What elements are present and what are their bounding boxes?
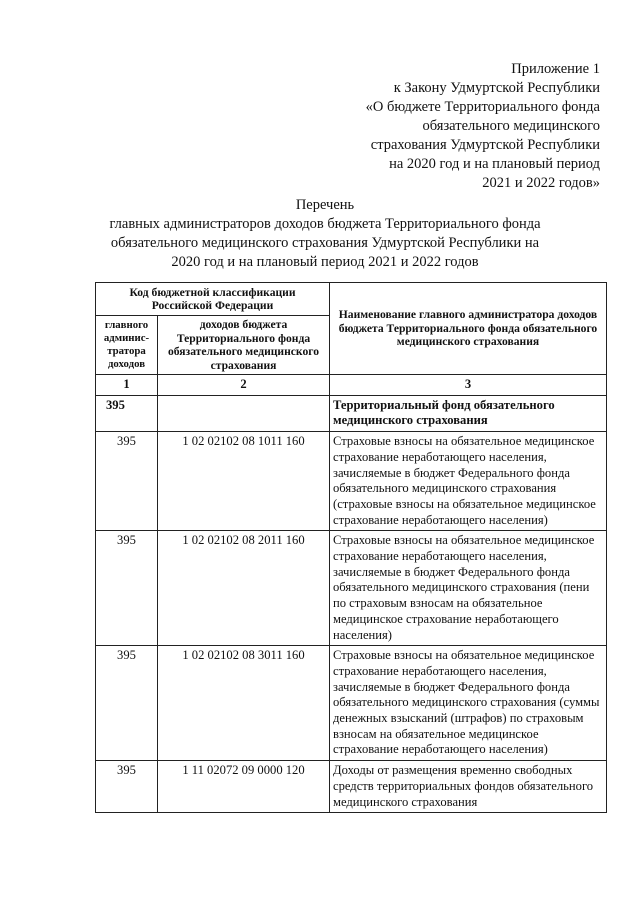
title-line: главных администраторов доходов бюджета Территориального фонда [109, 216, 541, 232]
column-number: 3 [330, 375, 607, 396]
cell-code: 1 11 02072 09 0000 120 [158, 761, 330, 813]
cell-code: 1 02 02102 08 1011 160 [158, 432, 330, 531]
cell-name: Доходы от размещения временно свободных средств территориальных фондов обязательного медицинского страхования [330, 761, 607, 813]
table-row [96, 531, 607, 646]
column-number: 2 [158, 375, 330, 396]
title-line: Перечень [295, 197, 355, 213]
column-number-row [96, 375, 607, 396]
cell-code: 1 02 02102 08 2011 160 [158, 531, 330, 646]
table-row [96, 432, 607, 531]
cell-admin: 395 [96, 395, 158, 431]
column-number: 1 [96, 375, 158, 396]
appendix-line: страхования Удмуртской Республики [370, 137, 600, 153]
cell-code [158, 395, 330, 431]
cell-admin: 395 [96, 432, 158, 531]
header-admin-code: главного админис-тратора доходов [96, 316, 158, 375]
header-budget-classification: Код бюджетной классификации Российской Федерации [96, 283, 330, 316]
cell-admin: 395 [96, 761, 158, 813]
appendix-line: обязательного медицинского [422, 118, 600, 134]
cell-name: Страховые взносы на обязательное медицинское страхование неработающего населения, зачисляемые в бюджет Федерального фонда обязательного медицинского страхования (суммы денежных взысканий (штрафов) по страховым взносам на обязательное медицинское страхование неработающего населения) [330, 646, 607, 761]
title-line: 2020 год и на плановый период 2021 и 2022 годов [171, 254, 479, 270]
appendix-header [300, 60, 600, 193]
cell-name: Территориальный фонд обязательного медицинского страхования [330, 395, 607, 431]
table-header-row [96, 283, 607, 316]
appendix-line: «О бюджете Территориального фонда [365, 99, 600, 115]
cell-name: Страховые взносы на обязательное медицинское страхование неработающего населения, зачисляемые в бюджет Федерального фонда обязательного медицинского страхования (пени по страховым взносам на обязательное медицинское страхование неработающего населения) [330, 531, 607, 646]
appendix-line: к Закону Удмуртской Республики [393, 80, 600, 96]
table-row [96, 395, 607, 431]
cell-admin: 395 [96, 646, 158, 761]
header-administrator-name: Наименование главного администратора доходов бюджета Территориального фонда обязательного медицинского страхования [330, 283, 607, 375]
document-title [60, 196, 590, 272]
table-row [96, 761, 607, 813]
cell-admin: 395 [96, 531, 158, 646]
appendix-line: на 2020 год и на плановый период [389, 156, 600, 172]
cell-name: Страховые взносы на обязательное медицинское страхование неработающего населения, зачисляемые в бюджет Федерального фонда обязательного медицинского страхования (страховые взносы на обязательное медицинское страхование неработающего населения) [330, 432, 607, 531]
cell-code: 1 02 02102 08 3011 160 [158, 646, 330, 761]
appendix-line: Приложение 1 [511, 61, 600, 77]
appendix-line: 2021 и 2022 годов» [482, 175, 600, 191]
header-income-code: доходов бюджета Территориального фонда обязательного медицинского страхования [158, 316, 330, 375]
title-line: обязательного медицинского страхования Удмуртской Республики на [110, 235, 540, 251]
table-row [96, 646, 607, 761]
administrators-table [95, 282, 607, 813]
